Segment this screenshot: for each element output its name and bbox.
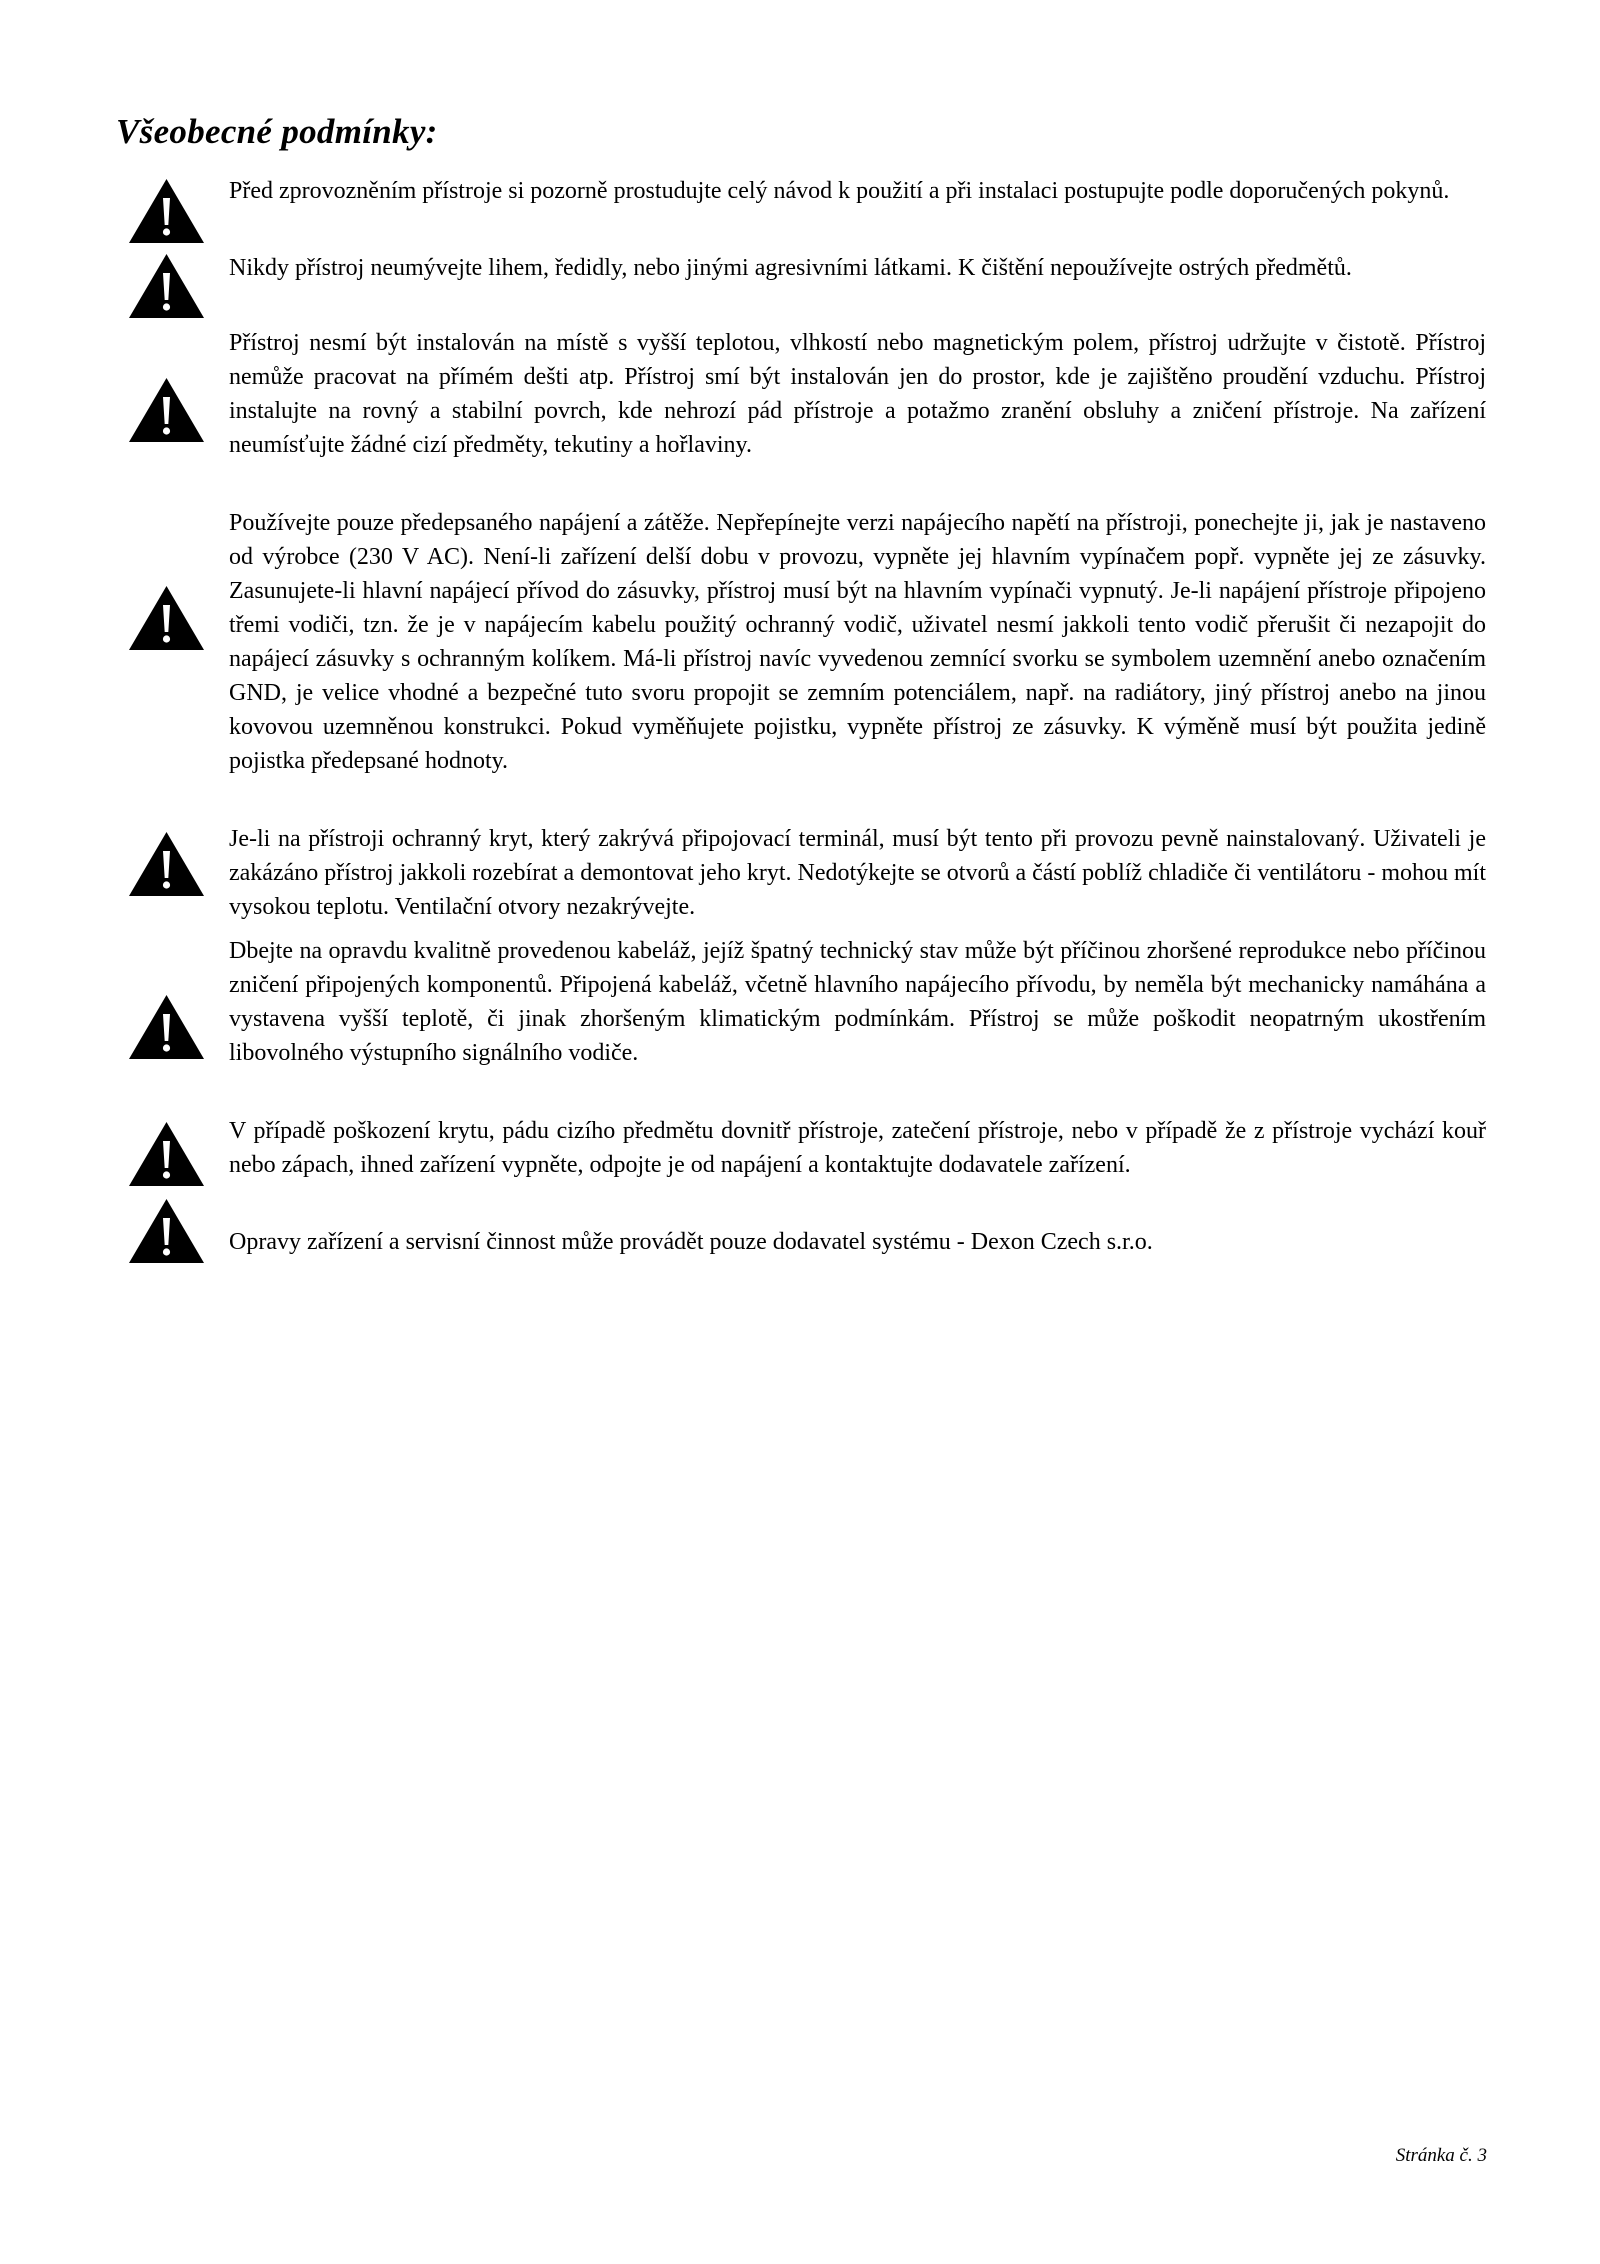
warning-triangle-icon [128, 585, 205, 651]
paragraph-poskozeni: V případě poškození krytu, pádu cizího předmětu dovnitř přístroje, zatečení přístroje, nebo v případě že z přístroje vychází kouř nebo zápach, ihned zařízení vypněte, odpojte je od napájení a kontaktujte dodavatele zařízení. [229, 1118, 1486, 1178]
page-number: Stránka č. 3 [1395, 2145, 1487, 2166]
paragraph-instalace: Přístroj nesmí být instalován na místě s vyšší teplotou, vlhkostí nebo magnetickým polem, přístroj udržujte v čistotě. Přístroj nemůže pracovat na přímém dešti atp. Přístroj smí být instalován jen do prostor, kde je zajištěno proudění vzduchu. Přístroj instalujte na rovný a stabilní povrch, kde nehrozí pád přístroje a potažmo zranění obsluhy a zničení přístroje. Na zařízení neumísťujte žádné cizí předměty, tekutiny a hořlaviny. [229, 330, 1486, 458]
warning-triangle-icon [128, 1121, 205, 1187]
page-title: Všeobecné podmínky: [116, 112, 438, 151]
paragraph-ochranny-kryt: Je-li na přístroji ochranný kryt, který zakrývá připojovací terminál, musí být tento při provozu pevně nainstalovaný. Uživateli je zakázáno přístroj jakkoli rozebírat a demontovat jeho kryt. Nedotýkejte se otvorů a částí poblíž chladiče či ventilátoru - mohou mít vysokou teplotu. Ventilační otvory nezakrývejte. [229, 826, 1486, 920]
warning-triangle-icon [128, 831, 205, 897]
warning-triangle-icon [128, 377, 205, 443]
warning-triangle-icon [128, 253, 205, 319]
paragraph-opravy: Opravy zařízení a servisní činnost může provádět pouze dodavatel systému - Dexon Czech s.r.o. [229, 1229, 1153, 1255]
paragraph-napajeni: Používejte pouze předepsaného napájení a zátěže. Nepřepínejte verzi napájecího napětí na přístroji, ponechejte ji, jak je nastaveno od výrobce (230 V AC). Není-li zařízení delší dobu v provozu, vypněte jej hlavním vypínačem popř. vypněte jej ze zásuvky. Zasunujete-li hlavní napájecí přívod do zásuvky, přístroj musí být na hlavním vypínači vypnutý. Je-li napájení přístroje připojeno třemi vodiči, tzn. že je v napájecím kabelu použitý ochranný vodič, uživatel nesmí jakkoli tento vodič přerušit či nezapojit do napájecí zásuvky s ochranným kolíkem. Má-li přístroj navíc vyvedenou zemnící svorku se symbolem uzemnění anebo označením GND, je velice vhodné a bezpečné tuto svoru propojit se zemním potenciálem, např. na radiátory, jiný přístroj anebo na jinou kovovou uzemněnou konstrukci. Pokud vyměňujete pojistku, vypněte přístroj ze zásuvky. K výměně musí být použita jedině pojistka předepsané hodnoty. [229, 510, 1486, 774]
paragraph-cisteni: Nikdy přístroj neumývejte lihem, ředidly, nebo jinými agresivními látkami. K čištění nepoužívejte ostrých předmětů. [229, 255, 1352, 281]
warning-triangle-icon [128, 178, 205, 244]
warning-triangle-icon [128, 994, 205, 1060]
paragraph-kabelaz: Dbejte na opravdu kvalitně provedenou kabeláž, jejíž špatný technický stav může být příčinou zhoršené reprodukce nebo příčinou zničení připojených komponentů. Připojená kabeláž, včetně hlavního napájecího přívodu, by neměla být mechanicky namáhána a vystavena vyšší teplotě, či jinak zhoršeným klimatickým podmínkám. Přístroj se může poškodit neopatrným ukostřením libovolného výstupního signálního vodiče. [229, 938, 1486, 1066]
paragraph-zprovozneni: Před zprovozněním přístroje si pozorně prostudujte celý návod k použití a při instalaci postupujte podle doporučených pokynů. [229, 178, 1450, 204]
warning-triangle-icon [128, 1198, 205, 1264]
